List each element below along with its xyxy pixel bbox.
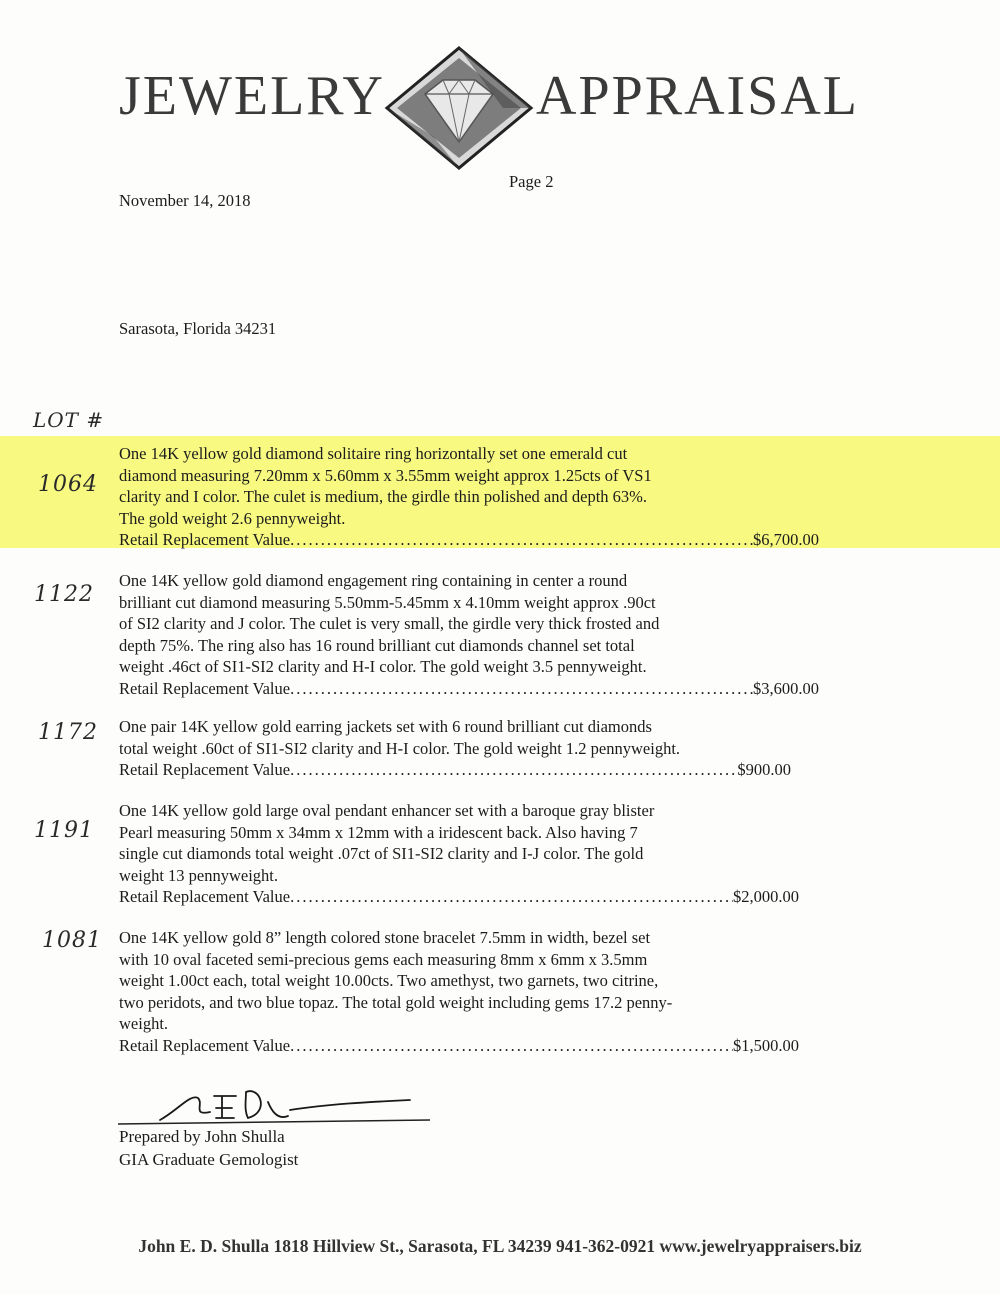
- retail-value-amount: $3,600.00: [753, 678, 819, 698]
- retail-value-line: [119, 759, 791, 781]
- retail-value-amount: $6,700.00: [753, 530, 819, 549]
- item-description-line: Pearl measuring 50mm x 34mm x 12mm with a iridescent back. Also having 7: [119, 822, 638, 842]
- item-description-line: brilliant cut diamond measuring 5.50mm-5.45mm x 4.10mm weight approx .90ct: [119, 592, 656, 612]
- diamond-logo-icon: [383, 44, 535, 172]
- retail-value-label: Retail Replacement Value: [119, 530, 291, 549]
- item-description-line: total weight .60ct of SI1-SI2 clarity and H-I color. The gold weight 1.2 pennyweight.: [119, 738, 681, 758]
- item-description-line: One 14K yellow gold diamond solitaire ring horizontally set one emerald cut: [119, 444, 628, 463]
- item-description-line: One 14K yellow gold 8” length colored stone bracelet 7.5mm in width, bezel set: [119, 928, 651, 947]
- footer-contact: John E. D. Shulla 1818 Hillview St., Sarasota, FL 34239 941-362-0921 www.jewelryappraisers.biz: [138, 1236, 862, 1256]
- retail-value-line: [119, 1035, 799, 1057]
- item-description-line: weight .46ct of SI1-SI2 clarity and H-I color. The gold weight 3.5 pennyweight.: [119, 657, 647, 676]
- leader-dots: [290, 529, 753, 551]
- retail-value-amount: $1,500.00: [733, 1035, 799, 1055]
- lot-header: LOT #: [33, 408, 105, 432]
- item-description-line: The gold weight 2.6 pennyweight.: [119, 508, 346, 528]
- appraisal-item: [119, 800, 819, 908]
- retail-value-label: Retail Replacement Value: [119, 760, 291, 779]
- lot-number: 1172: [38, 720, 98, 745]
- credential: GIA Graduate Gemologist: [119, 1150, 299, 1169]
- header-title-left: JEWELRY: [119, 65, 385, 127]
- retail-value-line: [119, 886, 799, 908]
- appraisal-item: [119, 443, 819, 551]
- item-description-line: weight.: [119, 1014, 169, 1033]
- leader-dots: [290, 1035, 733, 1057]
- item-description-line: two peridots, and two blue topaz. The total gold weight including gems 17.2 penny-: [119, 992, 673, 1012]
- page-number: Page 2: [509, 172, 554, 191]
- item-description-line: depth 75%. The ring also has 16 round brilliant cut diamonds channel set total: [119, 635, 635, 655]
- item-description-line: diamond measuring 7.20mm x 5.60mm x 3.55mm weight approx 1.25cts of VS1: [119, 465, 652, 485]
- item-description-line: One pair 14K yellow gold earring jackets set with 6 round brilliant cut diamonds: [119, 717, 652, 736]
- appraisal-item: [119, 927, 819, 1056]
- lot-number: 1122: [34, 582, 94, 607]
- leader-dots: [290, 886, 733, 908]
- retail-value-label: Retail Replacement Value: [119, 887, 291, 906]
- item-description-line: with 10 oval faceted semi-precious gems each measuring 8mm x 6mm x 3.5mm: [119, 949, 648, 969]
- item-description-line: One 14K yellow gold diamond engagement ring containing in center a round: [119, 571, 628, 590]
- appraisal-item: [119, 716, 819, 781]
- signature-icon: [118, 1082, 438, 1130]
- item-description-line: single cut diamonds total weight .07ct of SI1-SI2 clarity and I-J color. The gold: [119, 844, 644, 863]
- item-description-line: weight 1.00ct each, total weight 10.00cts. Two amethyst, two garnets, two citrine,: [119, 971, 659, 990]
- retail-value-line: [119, 529, 819, 551]
- lot-number: 1191: [34, 818, 94, 843]
- retail-value-amount: $2,000.00: [733, 887, 799, 906]
- lot-number: 1081: [42, 928, 102, 953]
- leader-dots: [290, 759, 737, 781]
- appraisal-item: [119, 570, 819, 699]
- retail-value-line: [119, 678, 819, 700]
- leader-dots: [290, 678, 753, 700]
- item-description-line: of SI2 clarity and J color. The culet is very small, the girdle very thick frosted and: [119, 614, 660, 633]
- item-description-line: clarity and I color. The culet is medium, the girdle thin polished and depth 63%.: [119, 487, 648, 506]
- header-title-right: APPRAISAL: [536, 65, 859, 127]
- item-description-line: weight 13 pennyweight.: [119, 865, 279, 885]
- lot-number: 1064: [38, 472, 98, 497]
- retail-value-amount: $900.00: [737, 760, 791, 779]
- retail-value-label: Retail Replacement Value: [119, 1035, 291, 1055]
- retail-value-label: Retail Replacement Value: [119, 678, 291, 698]
- prepared-by: Prepared by John Shulla: [119, 1127, 285, 1146]
- address-line: Sarasota, Florida 34231: [119, 319, 277, 338]
- item-description-line: One 14K yellow gold large oval pendant enhancer set with a baroque gray blister: [119, 801, 655, 820]
- appraisal-date: November 14, 2018: [119, 191, 251, 210]
